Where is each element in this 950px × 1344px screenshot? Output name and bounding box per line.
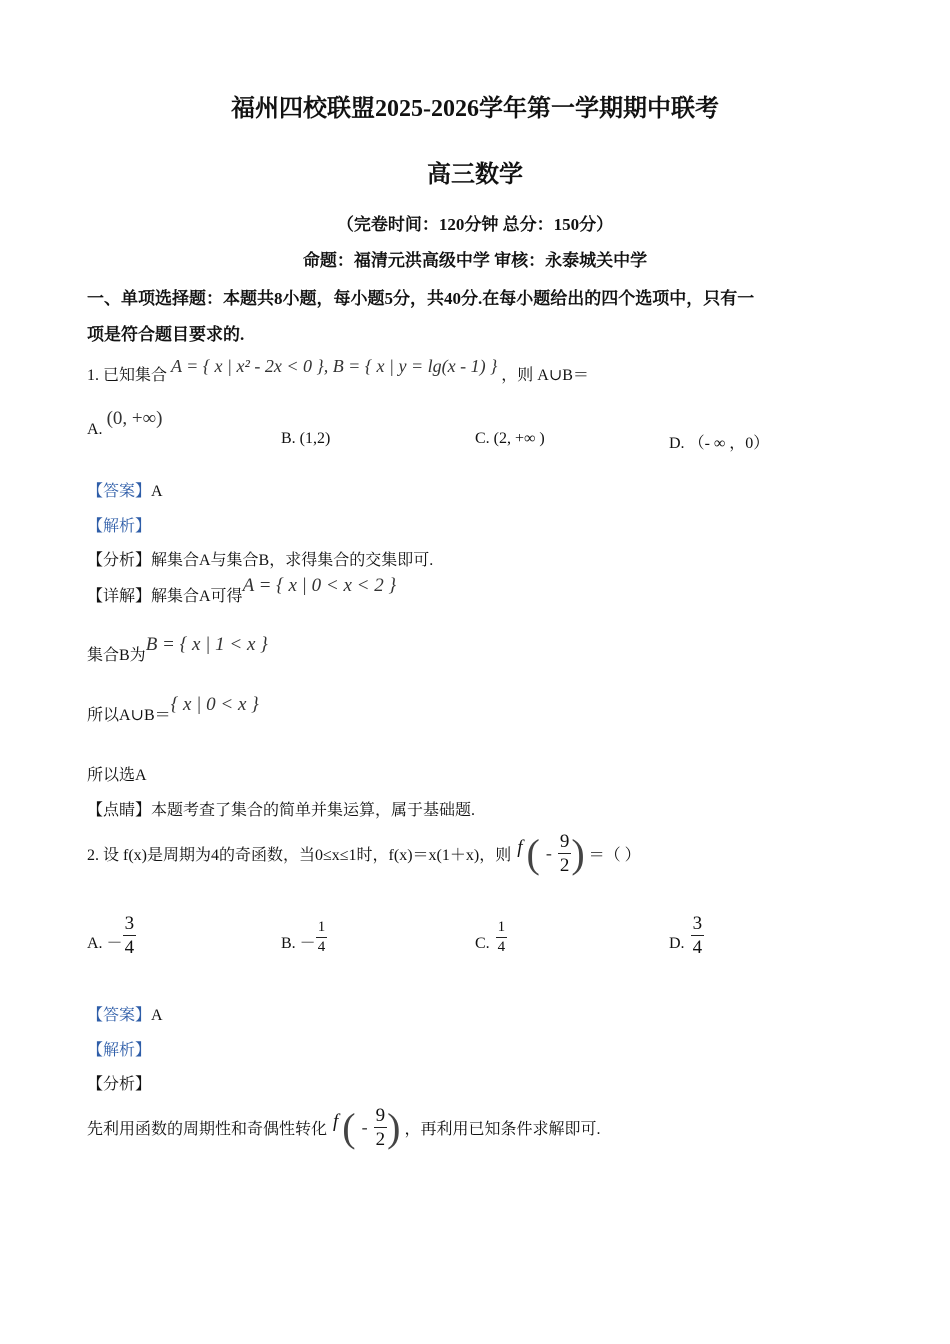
q2-analysis-fraction-num: 9 [375, 1105, 386, 1126]
q1-analysis-text: 【分析】解集合A与集合B，求得集合的交集即可. [87, 552, 434, 569]
q2-f-label: f [517, 836, 523, 858]
q1-option-a [87, 408, 163, 440]
q2-option-a-fraction [123, 914, 137, 957]
q2-analysis-f-label: f [333, 1110, 339, 1132]
q1-union-line [87, 694, 259, 726]
q1-option-d [669, 430, 769, 453]
q1-set-b-prefix: 集合B为 [87, 647, 146, 664]
q1-set-b: , B = { x | y = lg(x - 1) } [323, 356, 498, 376]
q1-union-math: { x | 0 < x } [170, 694, 259, 715]
q1-stem-suffix: ，则 A∪B＝ [501, 367, 589, 384]
q2-option-b-label: B. － [281, 935, 316, 952]
q2-option-c [475, 920, 507, 955]
q2-stem-prefix: 2. 设 f(x)是周期为4的奇函数，当0≤x≤1时，f(x)＝x(1＋x)，则 [87, 847, 512, 864]
q2-option-d-den: 4 [692, 937, 703, 958]
section-heading-line2: 项是符合题目要求的. [87, 325, 245, 344]
q2-option-c-den: 4 [497, 939, 506, 955]
q1-set-b-math: B = { x | 1 < x } [145, 634, 268, 655]
q2-option-a-label: A. － [87, 935, 123, 952]
q2-option-b [281, 920, 327, 955]
q2-analysis-line [87, 1106, 600, 1149]
q1-choose: 所以选A [87, 767, 147, 784]
q1-stem-prefix: 1. 已知集合 [87, 367, 168, 384]
q2-answer-value: A [151, 1007, 163, 1024]
q2-analysis-right-paren: ) [387, 1104, 401, 1150]
q2-fraction-num: 9 [559, 831, 570, 852]
q2-analysis-fraction-den: 2 [375, 1129, 386, 1150]
q1-detail-math: A = { x | 0 < x < 2 } [242, 575, 397, 596]
q2-option-c-fraction [496, 920, 508, 955]
subject-title: 高三数学 [427, 162, 523, 188]
q1-option-d-value: （- ∞ ，0） [688, 435, 770, 452]
q2-analysis-tag: 【解析】 [87, 1042, 152, 1059]
q2-analysis-prefix: 先利用函数的周期性和奇偶性转化 [87, 1121, 328, 1138]
q2-option-a-den: 4 [124, 937, 135, 958]
q1-union-prefix: 所以A∪B＝ [87, 707, 171, 724]
q2-fraction-den: 2 [559, 855, 570, 876]
q2-analysis-fraction [374, 1106, 388, 1149]
q1-detail [87, 575, 397, 607]
q2-option-d-num: 3 [692, 913, 703, 934]
q1-option-b [281, 430, 330, 448]
q2-stem [87, 832, 641, 875]
q2-option-b-num: 1 [316, 920, 328, 938]
q1-option-b-value: (1,2) [299, 430, 331, 447]
q1-option-a-label: A. [87, 421, 103, 438]
q2-right-paren: ) [571, 830, 585, 876]
q1-answer [87, 478, 163, 501]
q2-option-a-num: 3 [124, 913, 135, 934]
q1-option-c-label: C. [475, 430, 490, 447]
q1-option-c-value: (2, +∞ ) [493, 430, 545, 447]
q1-option-b-label: B. [281, 430, 296, 447]
q2-option-c-label: C. [475, 935, 490, 952]
q1-comment: 【点睛】本题考查了集合的简单并集运算，属于基础题. [87, 802, 476, 819]
exam-title: 福州四校联盟2025-2026学年第一学期期中联考 [231, 96, 719, 122]
section-heading-line1: 一、单项选择题：本题共8小题，每小题5分，共40分.在每小题给出的四个选项中，只有一 [87, 289, 755, 308]
q2-option-a [87, 914, 136, 957]
q1-set-a: A = { x | x² - 2x < 0 } [171, 356, 324, 376]
q1-detail-prefix: 【详解】解集合A可得 [87, 588, 243, 605]
q2-neg-sign: - [545, 843, 552, 863]
authors-line: 命题：福清元洪高级中学 审核：永泰城关中学 [302, 251, 648, 270]
q1-stem [87, 356, 589, 385]
q1-answer-tag: 【答案】 [87, 483, 152, 500]
q1-analysis-tag: 【解析】 [87, 518, 152, 535]
q2-left-paren: ( [526, 830, 540, 876]
q1-option-a-value: (0, +∞) [106, 408, 163, 429]
q2-option-c-num: 1 [496, 920, 508, 938]
q2-answer-tag: 【答案】 [87, 1007, 152, 1024]
q1-answer-value: A [151, 483, 163, 500]
q2-answer [87, 1002, 163, 1025]
q1-option-d-label: D. [669, 435, 685, 452]
q1-set-b-line [87, 634, 268, 666]
q2-option-b-den: 4 [317, 939, 326, 955]
q2-stem-suffix: ＝（ ） [588, 847, 641, 864]
exam-info: （完卷时间：120分钟 总分：150分） [336, 215, 614, 234]
q2-option-b-fraction [316, 920, 328, 955]
q1-option-c [475, 430, 545, 448]
q2-analysis-left-paren: ( [342, 1104, 356, 1150]
q2-analysis-suffix: ，再利用已知条件求解即可. [404, 1121, 601, 1138]
q2-analysis-title: 【分析】 [87, 1076, 152, 1093]
q2-option-d [669, 914, 704, 957]
q2-option-d-fraction [691, 914, 705, 957]
q2-fraction [558, 832, 572, 875]
q2-option-d-label: D. [669, 935, 685, 952]
q2-analysis-neg-sign: - [361, 1117, 368, 1137]
